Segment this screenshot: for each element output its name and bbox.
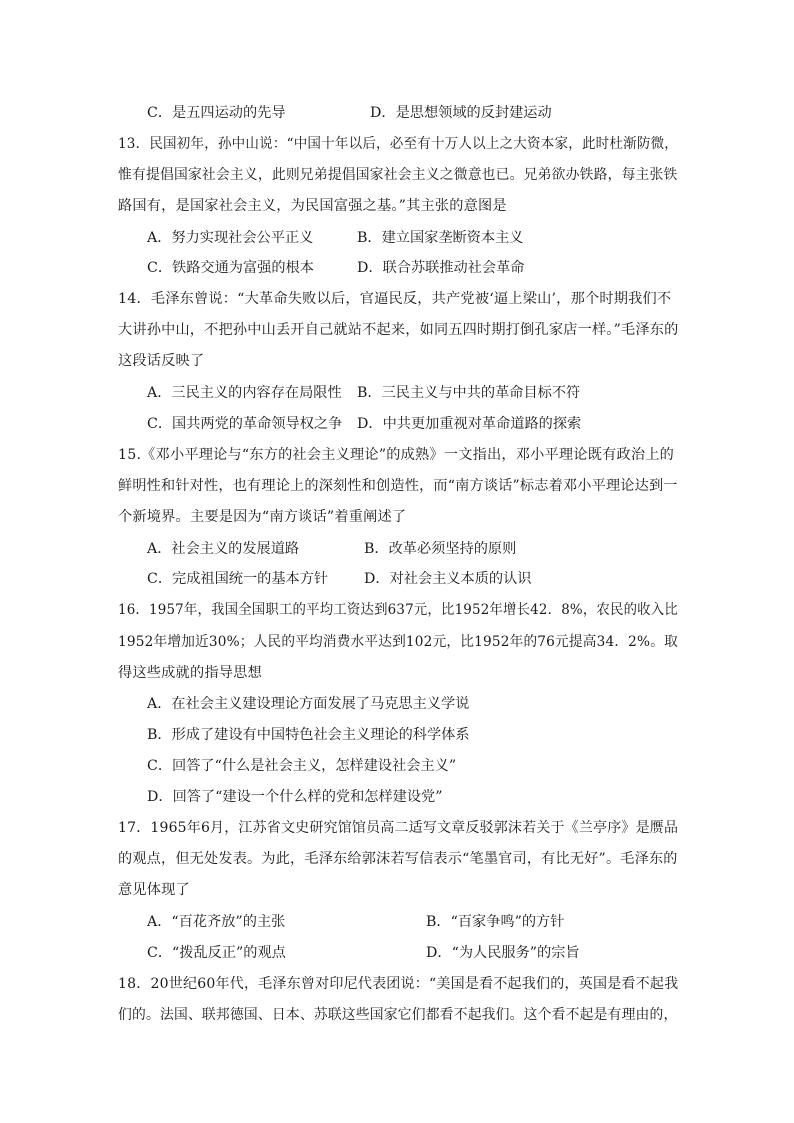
q18-stem-line-1: 18．20世纪60年代，毛泽东曾对印尼代表团说：“美国是看不起我们的，英国是看不起我: [118, 976, 679, 992]
q16-option-c: C．回答了“什么是社会主义，怎样建设社会主义”: [147, 758, 457, 774]
q15-stem-line-2: 鲜明性和针对性，也有理论上的深刻性和创造性，而“南方谈话”标志着邓小平理论达到一: [118, 478, 678, 494]
q14-option-b: B．三民主义与中共的革命目标不符: [357, 385, 581, 401]
q16-stem-line-1: 16．1957年，我国全国职工的平均工资达到637元，比1952年增长42．8%，农民的收入比: [118, 602, 678, 618]
q16-option-b: B．形成了建设有中国特色社会主义理论的科学体系: [147, 727, 470, 743]
q13-stem-line-2: 惟有提倡国家社会主义，此则兄弟提倡国家社会主义之微意也已。兄弟欲办铁路，每主张铁: [118, 167, 678, 183]
q15-option-b: B．改革必须坚持的原则: [364, 541, 517, 557]
q16-option-a: A．在社会主义建设理论方面发展了马克思主义学说: [147, 696, 470, 712]
q14-stem-line-1: 14．毛泽东曾说：“大革命失败以后，官逼民反，共产党被‘逼上梁山’，那个时期我们不: [118, 291, 672, 307]
q14-option-d: D．中共更加重视对革命道路的探索: [357, 416, 582, 432]
q15-stem-line-1: 15.《邓小平理论与“东方的社会主义理论”的成熟》一文指出，邓小平理论既有政治上的: [118, 447, 675, 463]
q12-option-d: D．是思想领域的反封建运动: [370, 105, 552, 121]
q13-option-b: B．建立国家垄断资本主义: [357, 230, 524, 246]
q13-option-c: C．铁路交通为富强的根本: [147, 260, 314, 276]
q16-stem-line-2: 1952年增加近30%；人民的平均消费水平达到102元，比1952年的76元提高34．2%。取: [118, 634, 678, 650]
q17-option-b: B．“百家争鸣”的方针: [426, 914, 565, 930]
q18-stem-line-2: 们的。法国、联邦德国、日本、苏联这些国家它们都看不起我们。这个看不起是有理由的，: [118, 1007, 678, 1023]
q15-option-d: D．对社会主义本质的认识: [364, 571, 532, 587]
q14-option-c: C．国共两党的革命领导权之争: [147, 416, 343, 432]
q14-stem-line-2: 大讲孙中山，不把孙中山丢开自己就站不起来，如同五四时期打倒孔家店一样。”毛泽东的: [118, 322, 679, 338]
q17-option-a: A．“百花齐放”的主张: [147, 914, 286, 930]
q16-option-d: D．回答了“建设一个什么样的党和怎样建设党”: [147, 789, 443, 805]
q15-option-a: A．社会主义的发展道路: [147, 541, 300, 557]
q13-option-d: D．联合苏联推动社会革命: [357, 260, 525, 276]
q14-option-a: A．三民主义的内容存在局限性: [147, 385, 342, 401]
q15-option-c: C．完成祖国统一的基本方针: [147, 571, 329, 587]
q15-stem-line-3: 个新境界。主要是因为“南方谈话”着重阐述了: [118, 509, 407, 525]
q17-option-c: C．“拨乱反正”的观点: [147, 945, 286, 961]
q13-stem-line-1: 13．民国初年，孙中山说：“中国十年以后，必至有十万人以上之大资本家，此时杜渐防微，: [118, 136, 679, 152]
q17-option-d: D．“为人民服务”的宗旨: [426, 945, 580, 961]
q12-option-c: C．是五四运动的先导: [147, 105, 286, 121]
q14-stem-line-3: 这段话反映了: [118, 353, 205, 369]
q13-option-a: A．努力实现社会公平正义: [147, 230, 314, 246]
q17-stem-line-2: 的观点，但无处发表。为此，毛泽东给郭沫若写信表示“笔墨官司，有比无好”。毛泽东的: [118, 851, 678, 867]
q16-stem-line-3: 得这些成就的指导思想: [118, 665, 262, 681]
q17-stem-line-3: 意见体现了: [118, 882, 190, 898]
q17-stem-line-1: 17．1965年6月，江苏省文史研究馆馆员高二适写文章反驳郭沫若关于《兰亭序》是赝品: [118, 820, 679, 836]
q13-stem-line-3: 路国有，是国家社会主义，为民国富强之基。”其主张的意图是: [118, 198, 507, 214]
